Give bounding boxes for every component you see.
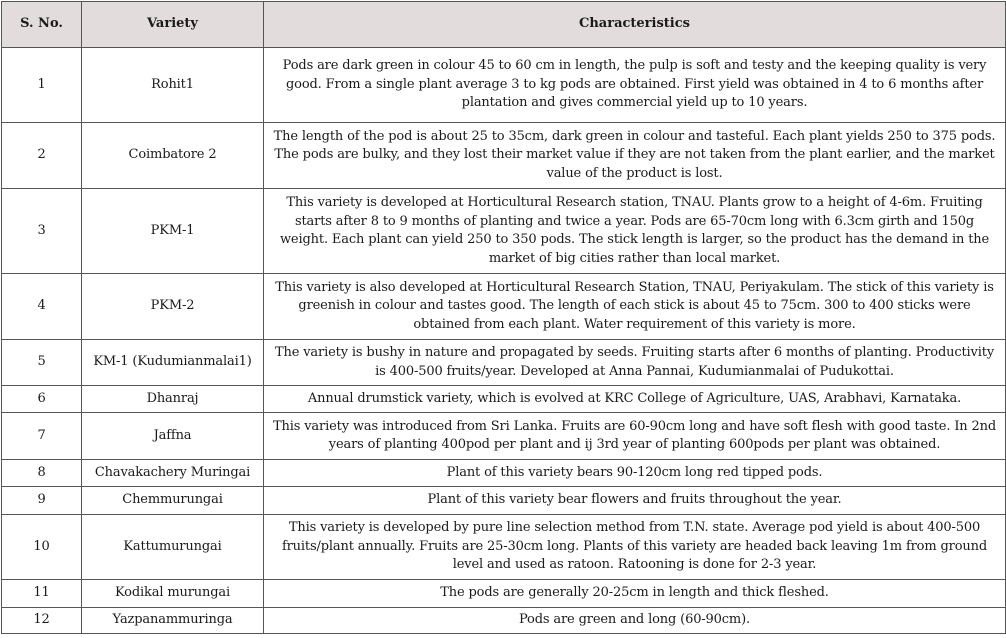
sno-cell: 8 (2, 460, 82, 487)
header-characteristics: Characteristics (264, 2, 1006, 48)
table-row (2, 515, 1006, 580)
characteristics-cell: The variety is bushy in nature and propagated by seeds. Fruiting starts after 6 months of planting. Productivity is 400-500 fruits/year. Developed at Anna Pannai, Kudumianmalai of Pudukottai. (264, 340, 1006, 386)
variety-cell: Kattumurungai (82, 515, 264, 580)
table-row (2, 340, 1006, 386)
characteristics-cell: Pods are green and long (60-90cm). (264, 608, 1006, 634)
sno-cell: 9 (2, 487, 82, 515)
variety-cell: PKM-1 (82, 189, 264, 274)
characteristics-cell: Pods are dark green in colour 45 to 60 cm in length, the pulp is soft and testy and the keeping quality is very good. From a single plant average 3 to kg pods are obtained. First yield was obtained in 4 to 6 months after plantation and gives commercial yield up to 10 years. (264, 48, 1006, 123)
variety-cell: Chemmurungai (82, 487, 264, 515)
characteristics-cell: This variety was introduced from Sri Lanka. Fruits are 60-90cm long and have soft flesh with good taste. In 2nd years of planting 400pod per plant and ij 3rd year of planting 600pods per plant was obtained. (264, 413, 1006, 460)
table-row (2, 487, 1006, 515)
table-row (2, 413, 1006, 460)
variety-cell: Kodikal murungai (82, 580, 264, 608)
variety-cell: Rohit1 (82, 48, 264, 123)
sno-cell: 5 (2, 340, 82, 386)
table-row (2, 386, 1006, 413)
table-row (2, 580, 1006, 608)
variety-cell: Chavakachery Muringai (82, 460, 264, 487)
characteristics-cell: This variety is developed by pure line selection method from T.N. state. Average pod yield is about 400-500 fruits/plant annually. Fruits are 25-30cm long. Plants of this variety are headed back leaving 1m from ground level and used as ratoon. Ratooning is done for 2-3 year. (264, 515, 1006, 580)
characteristics-cell: The pods are generally 20-25cm in length and thick fleshed. (264, 580, 1006, 608)
header-sno: S. No. (2, 2, 82, 48)
header-variety: Variety (82, 2, 264, 48)
variety-cell: KM-1 (Kudumianmalai1) (82, 340, 264, 386)
table-row (2, 123, 1006, 189)
variety-cell: Dhanraj (82, 386, 264, 413)
variety-cell: PKM-2 (82, 274, 264, 340)
varieties-table (1, 1, 1006, 634)
sno-cell: 7 (2, 413, 82, 460)
sno-cell: 10 (2, 515, 82, 580)
table-row (2, 460, 1006, 487)
variety-cell: Jaffna (82, 413, 264, 460)
sno-cell: 11 (2, 580, 82, 608)
variety-cell: Yazpanammuringa (82, 608, 264, 634)
header-row (2, 2, 1006, 48)
characteristics-cell: This variety is also developed at Horticultural Research Station, TNAU, Periyakulam. The stick of this variety is greenish in colour and tastes good. The length of each stick is about 45 to 75cm. 300 to 400 sticks were obtained from each plant. Water requirement of this variety is more. (264, 274, 1006, 340)
sno-cell: 6 (2, 386, 82, 413)
sno-cell: 12 (2, 608, 82, 634)
sno-cell: 3 (2, 189, 82, 274)
sno-cell: 1 (2, 48, 82, 123)
characteristics-cell: Annual drumstick variety, which is evolved at KRC College of Agriculture, UAS, Arabhavi, Karnataka. (264, 386, 1006, 413)
table-row (2, 274, 1006, 340)
characteristics-cell: This variety is developed at Horticultural Research station, TNAU. Plants grow to a height of 4-6m. Fruiting starts after 8 to 9 months of planting and twice a year. Pods are 65-70cm long with 6.3cm girth and 150g weight. Each plant can yield 250 to 350 pods. The stick length is larger, so the product has the demand in the market of big cities rather than local market. (264, 189, 1006, 274)
variety-cell: Coimbatore 2 (82, 123, 264, 189)
sno-cell: 2 (2, 123, 82, 189)
table-row (2, 608, 1006, 634)
table-row (2, 189, 1006, 274)
table-row (2, 48, 1006, 123)
characteristics-cell: Plant of this variety bear flowers and fruits throughout the year. (264, 487, 1006, 515)
characteristics-cell: The length of the pod is about 25 to 35cm, dark green in colour and tasteful. Each plant yields 250 to 375 pods. The pods are bulky, and they lost their market value if they are not taken from the plant earlier, and the market value of the product is lost. (264, 123, 1006, 189)
characteristics-cell: Plant of this variety bears 90-120cm long red tipped pods. (264, 460, 1006, 487)
sno-cell: 4 (2, 274, 82, 340)
